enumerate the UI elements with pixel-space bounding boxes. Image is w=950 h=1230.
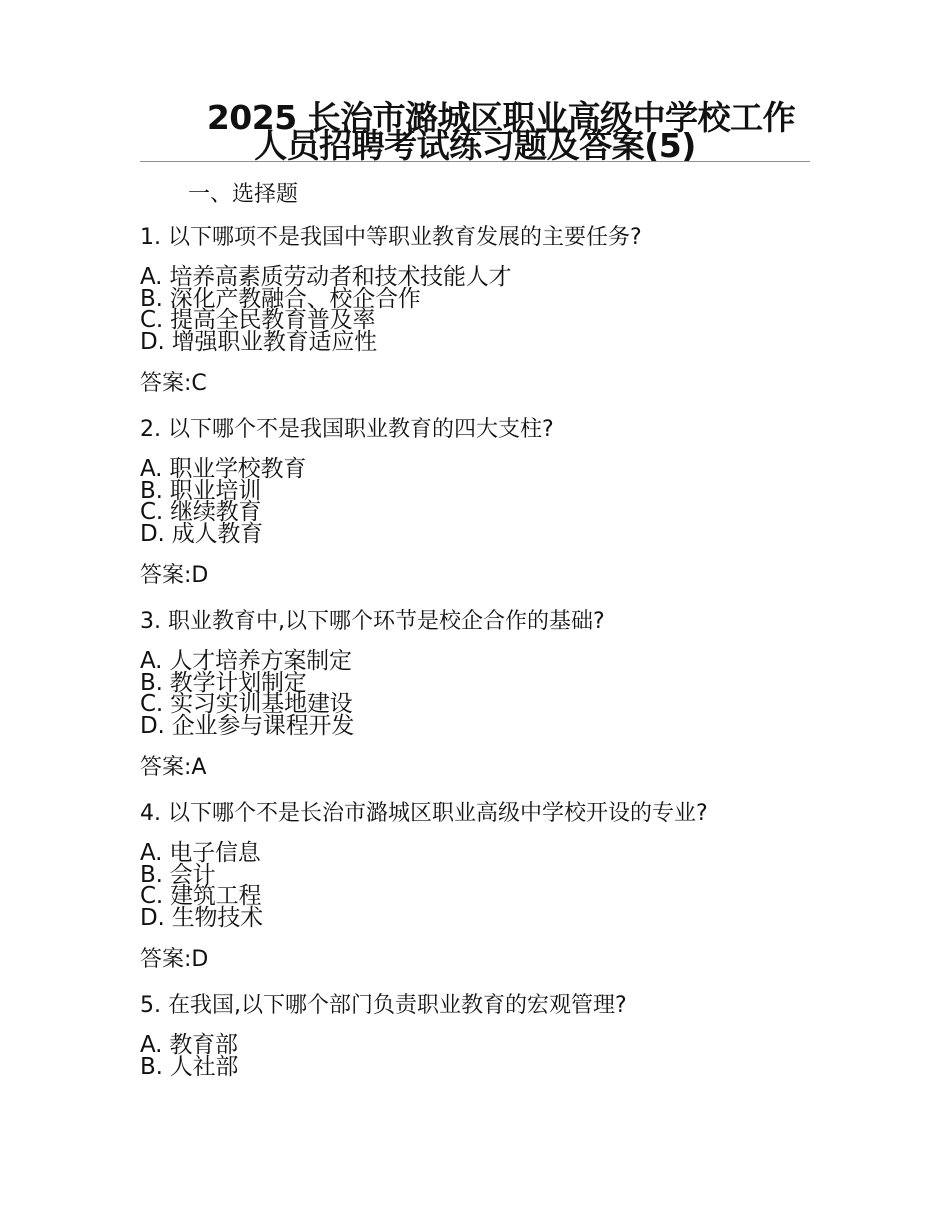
- option-b: B. 会计: [140, 861, 216, 888]
- option-b: B. 职业培训: [140, 477, 262, 504]
- question-item: [140, 607, 840, 783]
- question-stem: 3. 职业教育中,以下哪个环节是校企合作的基础?: [140, 609, 605, 634]
- question-stem: 2. 以下哪个不是我国职业教育的四大支柱?: [140, 417, 554, 442]
- option-a: A. 培养高素质劳动者和技术技能人才: [140, 264, 512, 290]
- option-c: C. 建筑工程: [140, 883, 262, 909]
- option-c: C. 提高全民教育普及率: [140, 307, 376, 333]
- option-list: [140, 456, 840, 547]
- answer-text: 答案:D: [140, 563, 209, 588]
- option-a: A. 教育部: [140, 1032, 238, 1058]
- question-item: [140, 991, 840, 1078]
- option-b: B. 深化产教融合、校企合作: [140, 285, 421, 312]
- section-heading: 一、选择题: [188, 182, 299, 207]
- answer-text: 答案:D: [140, 947, 209, 972]
- answer-text: 答案:C: [140, 371, 207, 396]
- title-line-2: 人员招聘考试练习题及答案(5): [254, 126, 696, 165]
- option-a: A. 电子信息: [140, 840, 261, 866]
- title-line-1: 2025 长治市潞城区职业高级中学校工作: [206, 98, 796, 137]
- option-c: C. 继续教育: [140, 499, 262, 525]
- option-b: B. 教学计划制定: [140, 669, 307, 696]
- option-b: B. 人社部: [140, 1053, 239, 1080]
- option-d: D. 成人教育: [140, 520, 263, 547]
- question-item: [140, 799, 840, 975]
- option-d: D. 生物技术: [140, 904, 263, 931]
- option-d: D. 企业参与课程开发: [140, 712, 355, 739]
- option-list: [140, 648, 840, 739]
- question-stem: 5. 在我国,以下哪个部门负责职业教育的宏观管理?: [140, 993, 627, 1018]
- option-list: [140, 264, 840, 355]
- option-list: [140, 840, 840, 931]
- answer-text: 答案:A: [140, 755, 207, 780]
- question-item: [140, 415, 840, 591]
- option-c: C. 实习实训基地建设: [140, 691, 353, 717]
- question-stem: 4. 以下哪个不是长治市潞城区职业高级中学校开设的专业?: [140, 801, 708, 826]
- option-a: A. 职业学校教育: [140, 456, 307, 482]
- question-list: [140, 223, 840, 1078]
- question-item: [140, 223, 840, 399]
- document-title: [140, 98, 810, 165]
- option-d: D. 增强职业教育适应性: [140, 328, 377, 355]
- question-stem: 1. 以下哪项不是我国中等职业教育发展的主要任务?: [140, 225, 642, 250]
- option-list: [140, 1032, 840, 1080]
- option-a: A. 人才培养方案制定: [140, 648, 352, 674]
- title-divider: [140, 161, 810, 162]
